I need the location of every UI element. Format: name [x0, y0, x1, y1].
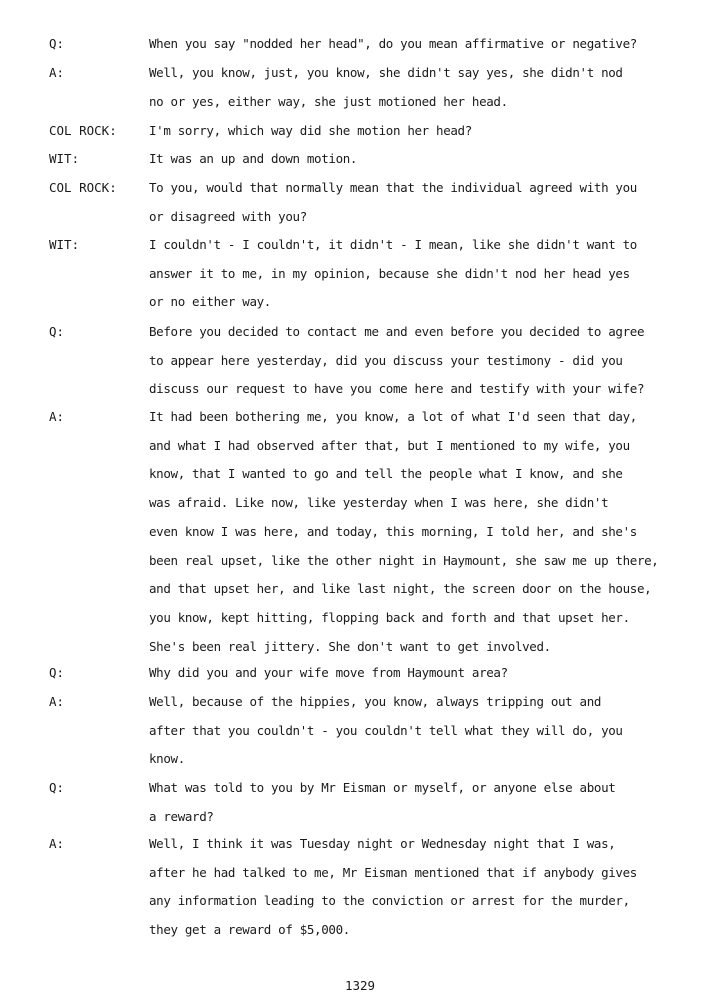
entry-text: Before you decided to contact me and even before you decided to agree to appear here yesterday, did you discuss your testimony - did you discuss our request to have you come here and testify with your wife?	[149, 324, 645, 397]
speaker-label: Q:	[49, 780, 65, 795]
speaker-label: A:	[49, 409, 65, 424]
entry-text: When you say "nodded her head", do you mean affirmative or negative?	[149, 36, 637, 51]
speaker-label: A:	[49, 694, 65, 709]
speaker-label: Q:	[49, 324, 65, 339]
entry-text: Well, I think it was Tuesday night or Wednesday night that I was, after he had talked to me, Mr Eisman mentioned that if anybody gives any information leading to the conviction or arrest for the murder, they get a reward of $5,000.	[149, 836, 637, 938]
entry-text: It had been bothering me, you know, a lot of what I'd seen that day, and what I had observed after that, but I mentioned to my wife, you know, that I wanted to go and tell the people what I know, and she was afraid. Like now, like yesterday when I was here, she didn't even know I was here, and today, this morning, I told her, and she's been real upset, like the other night in Haymount, she saw me up there, and that upset her, and like last night, the screen door on the house, you know, kept hitting, flopping back and forth and that upset her. She's been real jittery. She don't want to get involved.	[149, 409, 659, 654]
entry-text: Well, because of the hippies, you know, always tripping out and after that you couldn't - you couldn't tell what they will do, you know.	[149, 694, 623, 767]
entry-text: I couldn't - I couldn't, it didn't - I mean, like she didn't want to answer it to me, in my opinion, because she didn't nod her head yes or no either way.	[149, 237, 637, 310]
speaker-label: A:	[49, 836, 65, 851]
speaker-label: COL ROCK:	[49, 123, 117, 138]
entry-text: What was told to you by Mr Eisman or myself, or anyone else about a reward?	[149, 780, 616, 824]
speaker-label: COL ROCK:	[49, 180, 117, 195]
speaker-label: WIT:	[49, 151, 80, 166]
entry-text: I'm sorry, which way did she motion her head?	[149, 123, 472, 138]
page-number: 1329	[344, 978, 376, 993]
entry-text: To you, would that normally mean that the individual agreed with you or disagreed with you?	[149, 180, 637, 224]
entry-text: Well, you know, just, you know, she didn't say yes, she didn't nod no or yes, either way, she just motioned her head.	[149, 65, 623, 109]
entry-text: It was an up and down motion.	[149, 151, 358, 166]
speaker-label: A:	[49, 65, 65, 80]
entry-text: Why did you and your wife move from Haymount area?	[149, 665, 508, 680]
speaker-label: Q:	[49, 36, 65, 51]
speaker-label: Q:	[49, 665, 65, 680]
speaker-label: WIT:	[49, 237, 80, 252]
